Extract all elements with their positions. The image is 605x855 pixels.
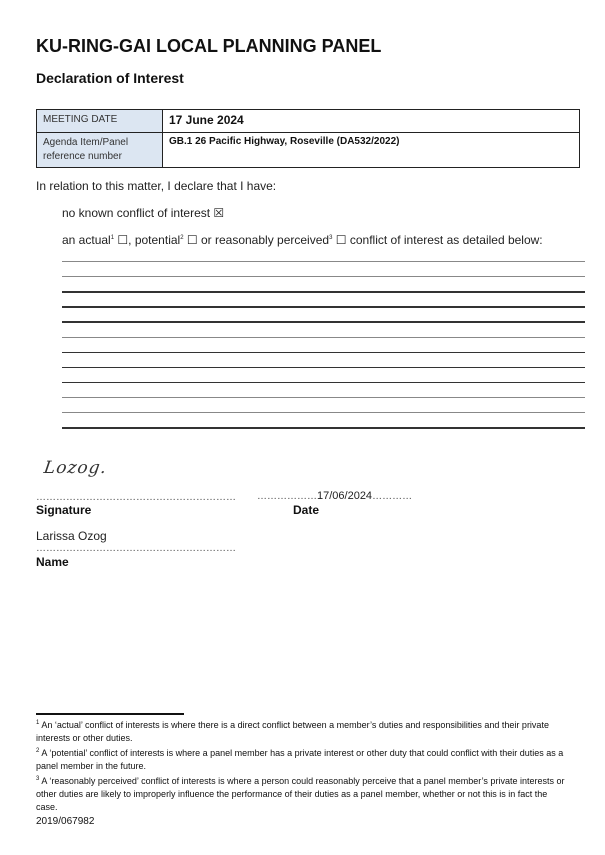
detail-line[interactable]	[62, 397, 585, 398]
agenda-item-value: GB.1 26 Pacific Highway, Roseville (DA532/2022)	[163, 133, 580, 168]
footnote-num: 1	[36, 720, 40, 726]
footnote-2	[36, 745, 566, 773]
agenda-item-label: Agenda Item/Panel reference number	[37, 133, 163, 168]
date-dots-after: …………	[372, 491, 413, 502]
footnote-text: A ‘potential’ conflict of interests is where a panel member has a private interest or other duty that could conflict with their duties as a panel member in the future.	[36, 748, 564, 771]
footnote-1	[36, 717, 566, 745]
meeting-date-label: MEETING DATE	[37, 110, 163, 133]
conflict-perceived-label: or reasonably perceived	[197, 233, 330, 247]
table-row	[37, 110, 580, 133]
detail-line[interactable]	[62, 261, 585, 262]
actual-checkbox[interactable]: ☐	[117, 233, 129, 247]
date-dots-before: ………………	[257, 491, 317, 502]
signature-line: ……………………………………………………	[36, 492, 236, 503]
page-title: KU-RING-GAI LOCAL PLANNING PANEL	[36, 36, 382, 56]
detail-line[interactable]	[62, 321, 585, 323]
conflict-potential-label: , potential	[128, 233, 181, 247]
document-reference: 2019/067982	[36, 816, 95, 827]
date-label: Date	[293, 503, 320, 517]
page-subtitle: Declaration of Interest	[36, 70, 184, 86]
declaration-intro: In relation to this matter, I declare that I have:	[36, 179, 277, 193]
signature-label: Signature	[36, 503, 92, 517]
footnote-3	[36, 773, 566, 814]
details-table	[36, 109, 580, 168]
detail-line[interactable]	[62, 337, 585, 338]
detail-line[interactable]	[62, 427, 585, 429]
footnote-text: An ‘actual’ conflict of interests is where there is a direct conflict between a member’s duties and responsibilities and their private interests or other duties.	[36, 720, 549, 743]
detail-line[interactable]	[62, 306, 585, 308]
footnote-ref-3: 3	[329, 235, 333, 241]
detail-line[interactable]	[62, 367, 585, 369]
name-line: ……………………………………………………	[36, 543, 236, 554]
detail-line[interactable]	[62, 291, 585, 293]
table-row	[37, 133, 580, 168]
no-conflict-checkbox[interactable]: ☒	[213, 206, 225, 220]
conflict-option	[62, 233, 543, 247]
potential-checkbox[interactable]: ☐	[186, 233, 198, 247]
date-field	[257, 490, 412, 502]
name-label: Name	[36, 555, 69, 569]
detail-line[interactable]	[62, 382, 585, 384]
detail-line[interactable]	[62, 276, 585, 277]
conflict-actual-label: an actual	[62, 233, 111, 247]
footnote-text: A ‘reasonably perceived’ conflict of interests is where a person could reasonably perceive that a panel member’s private interests or other duties are likely to improperly influence the performance of their duties as a panel member, whether or not this is in fact the case.	[36, 776, 565, 812]
perceived-checkbox[interactable]: ☐	[335, 233, 347, 247]
footnote-ref-2: 2	[180, 235, 184, 241]
signature-image: Lozog.	[42, 458, 109, 478]
no-conflict-label: no known conflict of interest	[62, 206, 211, 220]
footnote-num: 2	[36, 748, 40, 754]
footnote-ref-1: 1	[110, 235, 115, 241]
conflict-suffix: conflict of interest as detailed below:	[346, 233, 543, 247]
detail-line[interactable]	[62, 352, 585, 354]
footnote-separator	[36, 713, 184, 715]
detail-line[interactable]	[62, 412, 585, 413]
no-conflict-option	[62, 206, 224, 220]
date-value: 17/06/2024	[317, 490, 373, 502]
footnote-num: 3	[36, 776, 40, 782]
name-value: Larissa Ozog	[36, 529, 107, 543]
footnotes	[36, 717, 566, 828]
meeting-date-value: 17 June 2024	[163, 110, 580, 133]
